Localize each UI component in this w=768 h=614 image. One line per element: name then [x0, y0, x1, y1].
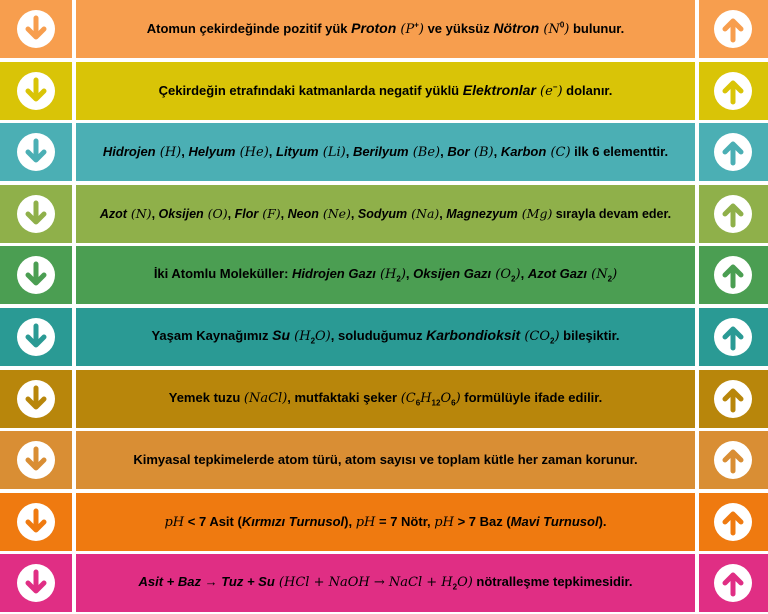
fact-text: [143, 327, 627, 346]
row-right-cell: [699, 123, 768, 181]
text-segment: (HCl + NaOH → NaCl + H: [274, 575, 453, 591]
row-left-cell: [0, 123, 72, 181]
text-segment: < 7 Asit (: [184, 513, 242, 529]
text-segment: ve yüksüz: [423, 21, 494, 37]
text-segment: ,: [268, 143, 276, 159]
text-segment: ,: [439, 206, 447, 221]
text-segment: (Na): [407, 205, 440, 221]
text-segment: (C): [546, 144, 571, 160]
text-segment: (B): [469, 144, 494, 160]
text-segment: ,: [151, 206, 159, 221]
text-segment: , mutfaktaki şeker: [287, 389, 401, 405]
row-left-cell: [0, 185, 72, 243]
text-segment: −: [552, 82, 558, 92]
row-text-cell: [76, 554, 695, 612]
row-text-cell: [76, 246, 695, 304]
text-segment: Elektronlar: [462, 81, 536, 98]
text-segment: (O): [203, 205, 228, 221]
fact-text: [92, 206, 679, 222]
row-left-cell: [0, 0, 72, 58]
arrow-up-circle-icon[interactable]: [713, 379, 753, 419]
fact-row: [0, 185, 768, 243]
text-segment: (NaCl): [243, 390, 288, 406]
text-segment: (H): [155, 144, 182, 160]
fact-text: [95, 144, 676, 161]
text-segment: 2: [310, 337, 316, 346]
row-text-cell: [76, 185, 695, 243]
row-text-cell: [76, 370, 695, 428]
text-segment: formülüyle ifade edilir.: [460, 389, 603, 405]
row-right-cell: [699, 431, 768, 489]
text-segment: Kimyasal tepkimelerde atom türü, atom sayısı ve toplam kütle her zaman korunur.: [133, 452, 638, 468]
text-segment: Azot: [99, 206, 127, 221]
text-segment: (P: [396, 22, 415, 38]
text-segment: +: [414, 20, 419, 30]
text-segment: (e: [535, 83, 553, 99]
text-segment: (O: [491, 267, 512, 283]
text-segment: ).: [598, 513, 607, 529]
row-text-cell: [76, 493, 695, 551]
fact-row: [0, 0, 768, 58]
text-segment: O: [440, 390, 452, 406]
text-segment: ): [515, 267, 521, 283]
arrow-down-circle-icon[interactable]: [16, 255, 56, 295]
text-segment: Helyum: [188, 143, 236, 159]
text-segment: dolanır.: [562, 82, 613, 98]
arrow-down-circle-icon[interactable]: [16, 194, 56, 234]
text-segment: Neon: [287, 206, 319, 221]
text-segment: ,: [520, 266, 528, 282]
arrow-up-circle-icon[interactable]: [713, 317, 753, 357]
text-segment: , soluduğumuz: [330, 328, 427, 344]
text-segment: 6: [415, 398, 421, 408]
text-segment: (He): [235, 144, 269, 160]
text-segment: bulunur.: [569, 21, 625, 37]
row-left-cell: [0, 370, 72, 428]
arrow-down-circle-icon[interactable]: [16, 9, 56, 49]
arrow-down-circle-icon[interactable]: [16, 440, 56, 480]
text-segment: (C: [400, 390, 416, 406]
fact-text: [156, 514, 614, 531]
text-segment: (N: [587, 267, 608, 283]
text-segment: Karbon: [500, 143, 547, 159]
fact-text: [146, 266, 625, 284]
text-segment: 0: [559, 20, 565, 30]
text-segment: Berilyum: [352, 143, 409, 159]
row-left-cell: [0, 62, 72, 120]
row-text-cell: [76, 431, 695, 489]
text-segment: (H: [375, 267, 397, 283]
row-text-cell: [76, 0, 695, 58]
arrow-down-circle-icon[interactable]: [16, 379, 56, 419]
text-segment: 2: [607, 274, 613, 284]
text-segment: ): [418, 22, 424, 38]
arrow-up-circle-icon[interactable]: [713, 440, 753, 480]
text-segment: (F): [258, 205, 281, 221]
fact-row: [0, 554, 768, 612]
arrow-up-circle-icon[interactable]: [713, 255, 753, 295]
text-segment: sırayla devam eder.: [552, 206, 672, 221]
arrow-down-circle-icon[interactable]: [16, 71, 56, 111]
row-text-cell: [76, 123, 695, 181]
row-right-cell: [699, 308, 768, 366]
text-segment: ilk 6 elementtir.: [570, 143, 669, 159]
text-segment: 2: [396, 274, 401, 284]
text-segment: (N): [126, 205, 152, 221]
row-right-cell: [699, 62, 768, 120]
text-segment: ): [612, 267, 618, 283]
text-segment: ,: [350, 206, 358, 221]
text-segment: ),: [344, 513, 356, 529]
text-segment: Mavi Turnusol: [510, 513, 599, 529]
arrow-down-circle-icon[interactable]: [16, 563, 56, 603]
row-left-cell: [0, 493, 72, 551]
fact-text: [125, 452, 645, 468]
text-segment: bileşiktir.: [559, 328, 620, 344]
text-segment: ): [557, 83, 563, 99]
fact-row: [0, 246, 768, 304]
text-segment: pH: [434, 514, 454, 530]
text-segment: Hidrojen: [102, 143, 156, 159]
text-segment: ,: [227, 206, 235, 221]
text-segment: ): [400, 267, 406, 283]
row-right-cell: [699, 554, 768, 612]
text-segment: Yaşam Kaynağımız: [151, 328, 273, 344]
text-segment: Oksijen: [158, 206, 204, 221]
text-segment: ,: [405, 266, 414, 282]
text-segment: O): [315, 329, 331, 345]
text-segment: Asit + Baz → Tuz + Su: [138, 574, 275, 590]
text-segment: (H: [290, 329, 311, 345]
arrow-down-circle-icon[interactable]: [16, 132, 56, 172]
text-segment: (Mg): [517, 205, 553, 221]
fact-row: [0, 370, 768, 428]
text-segment: Nötron: [493, 20, 540, 37]
text-segment: ,: [440, 143, 448, 159]
text-segment: 2: [550, 337, 555, 346]
text-segment: ): [564, 22, 570, 38]
text-segment: Magnezyum: [446, 206, 518, 221]
row-text-cell: [76, 62, 695, 120]
arrow-up-circle-icon[interactable]: [713, 9, 753, 49]
text-segment: İki Atomlu Moleküller:: [153, 266, 293, 282]
row-text-cell: [76, 308, 695, 366]
arrow-up-circle-icon[interactable]: [713, 194, 753, 234]
row-left-cell: [0, 554, 72, 612]
row-left-cell: [0, 246, 72, 304]
fact-row: [0, 62, 768, 120]
text-segment: (Be): [408, 144, 441, 160]
text-segment: ): [455, 390, 461, 406]
row-right-cell: [699, 185, 768, 243]
text-segment: ,: [345, 143, 353, 159]
text-segment: Flor: [234, 206, 259, 221]
text-segment: nötralleşme tepkimesidir.: [472, 574, 633, 590]
text-segment: H: [420, 390, 432, 406]
fact-text: [139, 20, 633, 38]
fact-text: [161, 390, 611, 408]
arrow-up-circle-icon[interactable]: [713, 71, 753, 111]
arrow-down-circle-icon[interactable]: [16, 502, 56, 542]
row-right-cell: [699, 246, 768, 304]
text-segment: Proton: [351, 20, 397, 37]
text-segment: (N: [539, 22, 560, 38]
text-segment: ,: [493, 143, 501, 159]
text-segment: Bor: [447, 143, 470, 159]
row-left-cell: [0, 431, 72, 489]
text-segment: (Li): [318, 144, 346, 160]
text-segment: pH: [164, 514, 185, 530]
fact-row: [0, 431, 768, 489]
text-segment: 12: [431, 398, 441, 408]
text-segment: Su: [272, 327, 291, 344]
text-segment: Atomun çekirdeğinde pozitif yük: [146, 21, 352, 37]
fact-row: [0, 493, 768, 551]
text-segment: ,: [280, 206, 288, 221]
text-segment: 2: [511, 274, 516, 284]
text-segment: pH: [355, 514, 376, 530]
row-right-cell: [699, 493, 768, 551]
text-segment: 2: [452, 582, 458, 592]
text-segment: Hidrojen Gazı: [292, 266, 376, 282]
text-segment: = 7 Nötr,: [375, 513, 435, 529]
row-left-cell: [0, 308, 72, 366]
text-segment: Yemek tuzu: [168, 389, 244, 405]
arrow-down-circle-icon[interactable]: [16, 317, 56, 357]
text-segment: (CO: [520, 329, 551, 345]
text-segment: Çekirdeğin etrafındaki katmanlarda negatif yüklü: [158, 82, 463, 98]
text-segment: O): [457, 575, 473, 591]
text-segment: Azot Gazı: [527, 266, 588, 282]
fact-row: [0, 308, 768, 366]
text-segment: ): [554, 329, 560, 345]
text-segment: Kırmızı Turnusol: [241, 513, 345, 529]
fact-text: [131, 574, 641, 592]
arrow-up-circle-icon[interactable]: [713, 563, 753, 603]
arrow-up-circle-icon[interactable]: [713, 502, 753, 542]
text-segment: 6: [451, 398, 456, 408]
text-segment: > 7 Baz (: [453, 513, 511, 529]
fact-text: [151, 82, 621, 100]
text-segment: (Ne): [318, 205, 351, 221]
fact-row: [0, 123, 768, 181]
row-right-cell: [699, 0, 768, 58]
text-segment: Lityum: [276, 143, 319, 159]
text-segment: Oksijen Gazı: [413, 266, 492, 282]
text-segment: Karbondioksit: [426, 327, 521, 344]
text-segment: ,: [181, 143, 189, 159]
text-segment: Sodyum: [357, 206, 408, 221]
arrow-up-circle-icon[interactable]: [713, 132, 753, 172]
row-right-cell: [699, 370, 768, 428]
